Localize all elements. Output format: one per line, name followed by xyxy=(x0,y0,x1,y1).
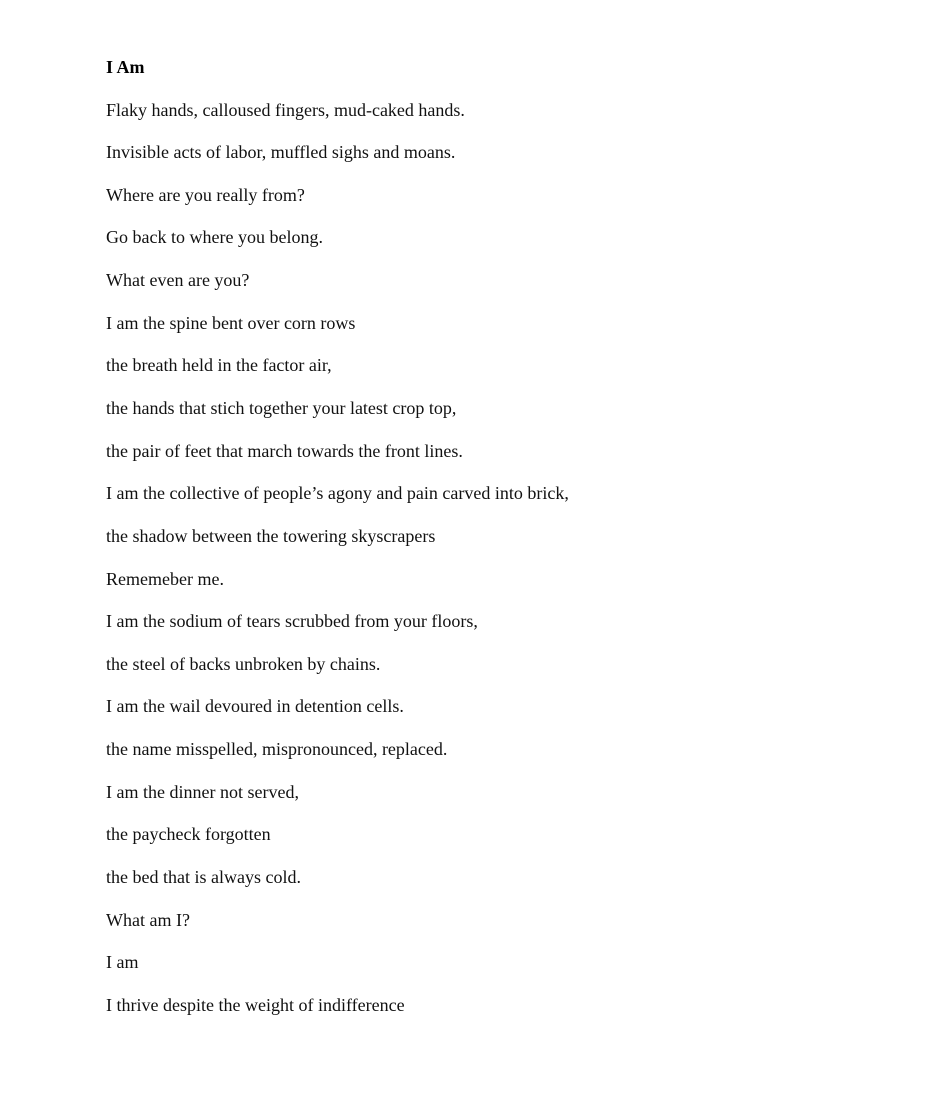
poem-line: Invisible acts of labor, muffled sighs and moans. xyxy=(106,142,456,163)
poem-title: I Am xyxy=(106,57,145,77)
poem-line: What am I? xyxy=(106,909,190,930)
poem-line: the breath held in the factor air, xyxy=(106,355,332,376)
poem-line: What even are you? xyxy=(106,270,250,291)
poem-line: Rememeber me. xyxy=(106,568,224,589)
poem-line: I am xyxy=(106,952,139,973)
poem-line: the name misspelled, mispronounced, replaced. xyxy=(106,739,448,760)
poem-line: Flaky hands, calloused fingers, mud-caked hands. xyxy=(106,99,465,120)
poem xyxy=(106,55,866,1036)
poem-line: the shadow between the towering skyscrapers xyxy=(106,525,436,546)
poem-line: the steel of backs unbroken by chains. xyxy=(106,653,381,674)
poem-line: the pair of feet that march towards the front lines. xyxy=(106,440,463,461)
poem-line: Where are you really from? xyxy=(106,184,305,205)
poem-line: I am the sodium of tears scrubbed from your floors, xyxy=(106,611,478,632)
poem-line: the hands that stich together your latest crop top, xyxy=(106,397,457,418)
poem-line: I am the collective of people’s agony and pain carved into brick, xyxy=(106,483,569,504)
poem-line: I am the spine bent over corn rows xyxy=(106,312,356,333)
poem-line: I thrive despite the weight of indifference xyxy=(106,994,405,1015)
poem-line: the bed that is always cold. xyxy=(106,867,301,888)
poem-lines xyxy=(106,98,866,1036)
poem-line: I am the wail devoured in detention cells. xyxy=(106,696,404,717)
poem-line: the paycheck forgotten xyxy=(106,824,271,845)
poem-line: I am the dinner not served, xyxy=(106,781,299,802)
poem-line: Go back to where you belong. xyxy=(106,227,323,248)
